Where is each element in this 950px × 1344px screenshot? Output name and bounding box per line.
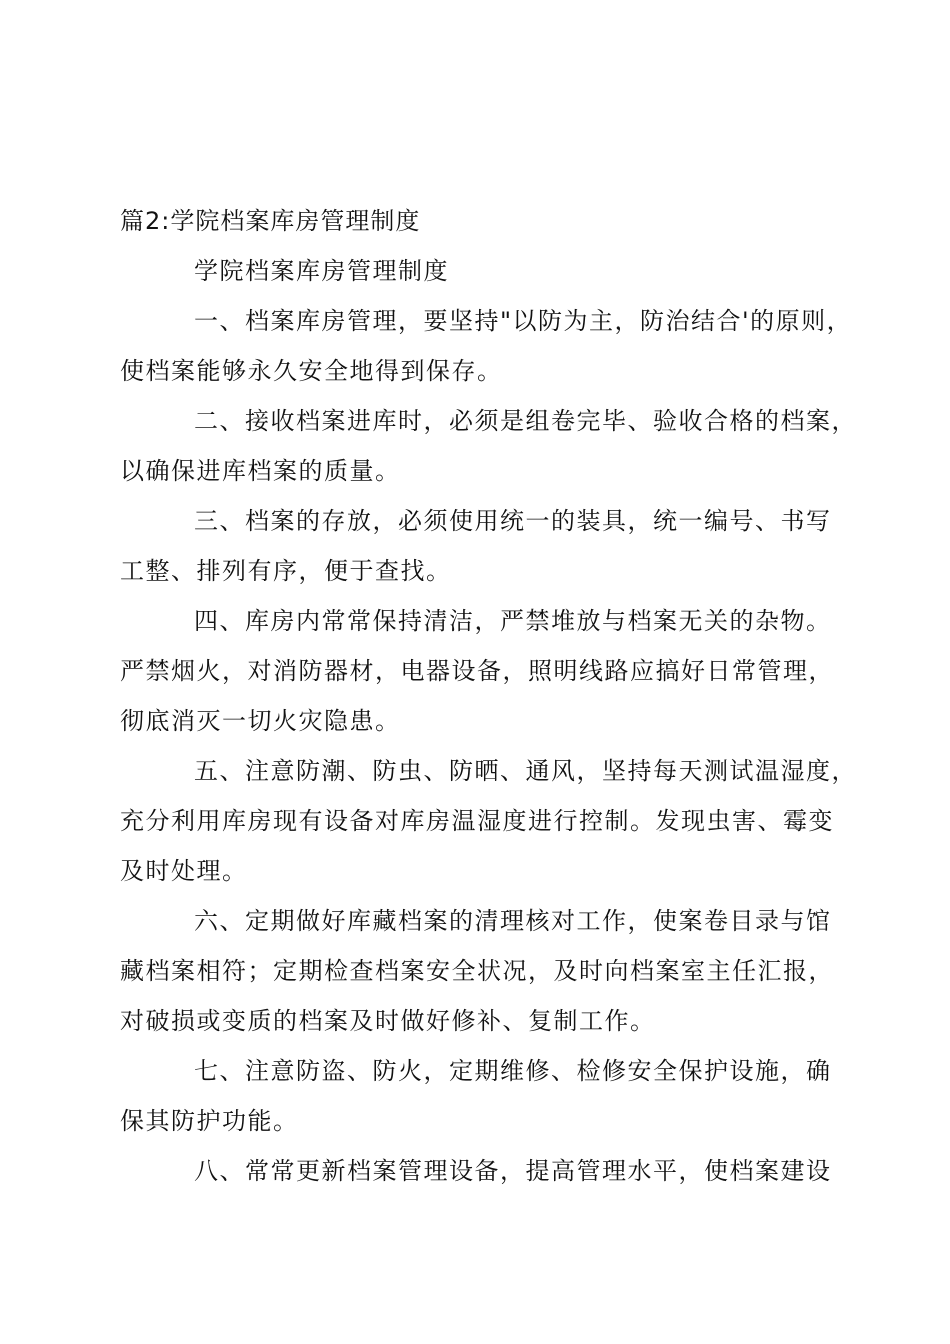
paragraph-line: 六、定期做好库藏档案的清理核对工作，使案卷目录与馆 [194, 907, 832, 935]
paragraph-8 [120, 1146, 840, 1196]
paragraph-line: 一、档案库房管理，要坚持"以防为主，防治结合'的原则， [194, 307, 853, 335]
document-body [120, 196, 857, 1196]
paragraph-line: 对破损或变质的档案及时做好修补、复制工作。 [120, 1007, 656, 1035]
paragraph-5 [120, 746, 857, 896]
paragraph-line: 八、常常更新档案管理设备，提高管理水平，使档案建设 [194, 1157, 832, 1185]
paragraph-line: 四、库房内常常保持清洁，严禁堆放与档案无关的杂物。 [194, 607, 832, 635]
paragraph-line: 五、注意防潮、防虫、防晒、通风，坚持每天测试温湿度， [194, 757, 857, 785]
paragraph-4 [120, 596, 840, 746]
paragraph-line: 使档案能够永久安全地得到保存。 [120, 357, 503, 385]
paragraph-line: 充分利用库房现有设备对库房温湿度进行控制。发现虫害、霉变 [120, 807, 834, 835]
paragraph-line: 工整、排列有序，便于查找。 [120, 557, 452, 585]
paragraph-3 [120, 496, 840, 596]
paragraph-line: 以确保进库档案的质量。 [120, 457, 401, 485]
paragraph-line: 及时处理。 [120, 857, 248, 885]
paragraph-line: 七、注意防盗、防火，定期维修、检修安全保护设施，确 [194, 1057, 832, 1085]
paragraph-line: 藏档案相符；定期检查档案安全状况，及时向档案室主任汇报， [120, 957, 834, 985]
paragraph-line: 三、档案的存放，必须使用统一的装具，统一编号、书写 [194, 507, 832, 535]
paragraph-line: 保其防护功能。 [120, 1107, 299, 1135]
paragraph-2 [120, 396, 857, 496]
section-heading: 篇2:学院档案库房管理制度 [120, 207, 421, 235]
paragraph-1 [120, 296, 853, 396]
paragraph-line: 二、接收档案进库时，必须是组卷完毕、验收合格的档案， [194, 407, 857, 435]
doc-title: 学院档案库房管理制度 [194, 257, 449, 285]
paragraph-7 [120, 1046, 840, 1146]
paragraph-line: 严禁烟火，对消防器材，电器设备，照明线路应搞好日常管理， [120, 657, 834, 685]
paragraph-line: 彻底消灭一切火灾隐患。 [120, 707, 401, 735]
paragraph-6 [120, 896, 840, 1046]
